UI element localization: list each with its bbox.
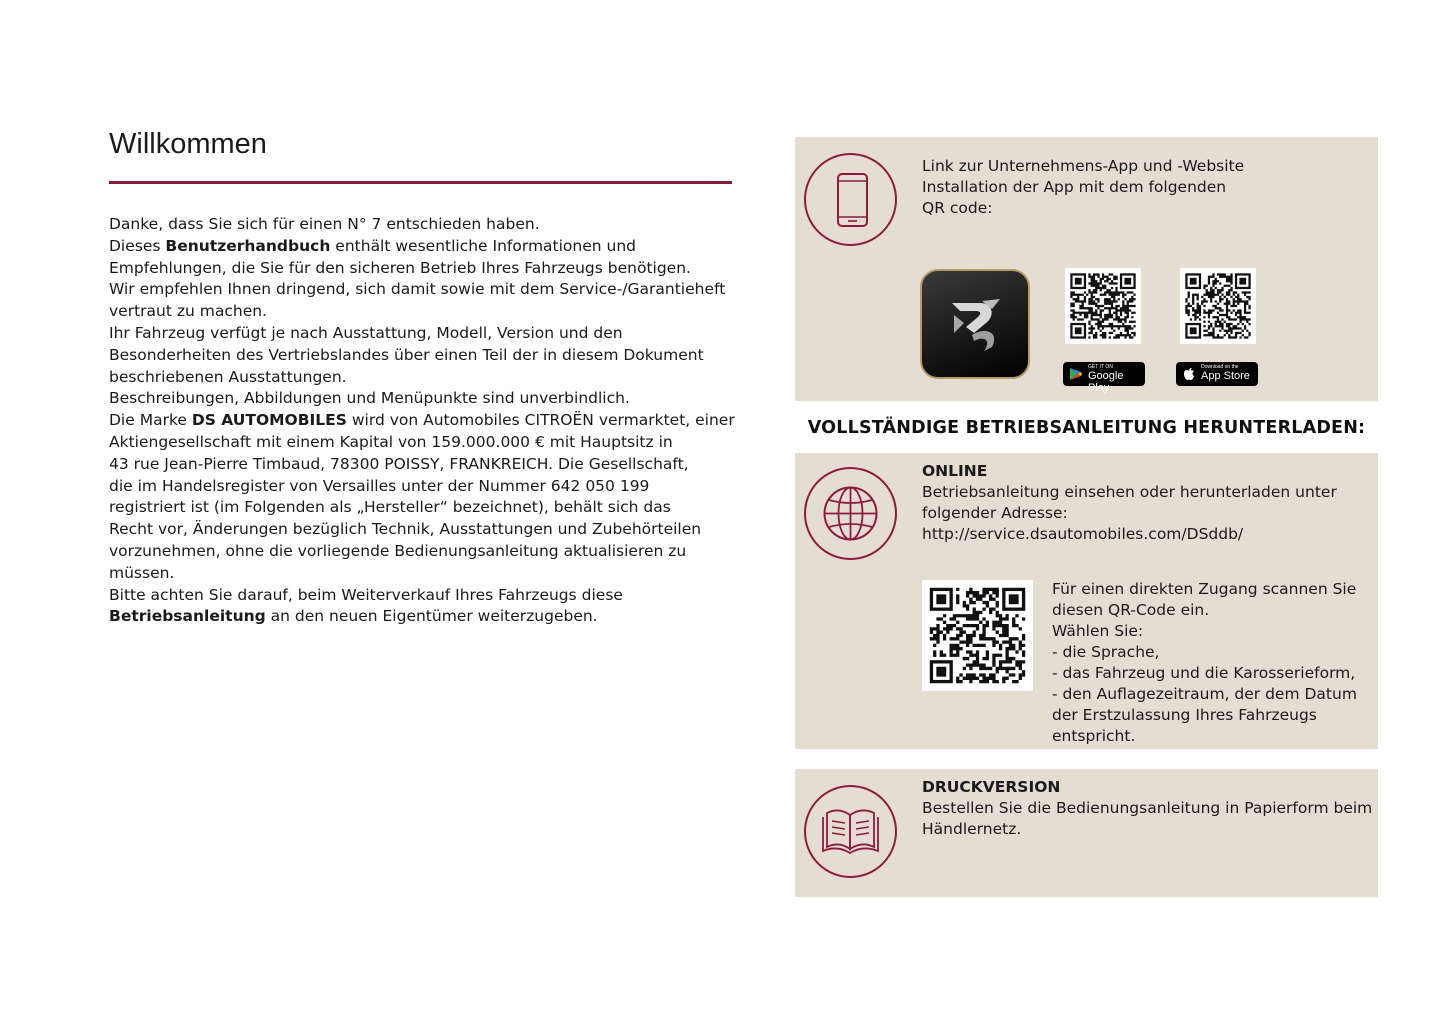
welcome-text [109,214,749,628]
welcome-line [109,563,749,585]
google-play-badge[interactable] [1063,362,1145,394]
welcome-bold-run: Betriebsanleitung [109,607,266,626]
welcome-line [109,410,749,432]
app-description [922,156,1244,219]
welcome-line [109,323,749,345]
welcome-text-run: müssen. [109,563,175,582]
welcome-line [109,497,749,519]
welcome-text-run: Besonderheiten des Vertriebslandes über einen Teil der in diesem Dokument [109,345,704,364]
welcome-line [109,214,749,236]
print-heading: DRUCKVERSION [922,778,1061,796]
welcome-text-run: vorzunehmen, ohne die vorliegende Bedienungsanleitung aktualisieren zu [109,541,687,560]
online-line-2: folgender Adresse: [922,504,1068,522]
welcome-text-run: Ihr Fahrzeug verfügt je nach Ausstattung, Modell, Version und den [109,323,623,342]
google-badge-big: Google Play [1088,370,1124,394]
smartphone-icon [804,153,897,246]
welcome-text-run: 43 rue Jean-Pierre Timbaud, 78300 POISSY, FRANKREICH. Die Gesellschaft, [109,454,689,473]
qr-line-4: - die Sprache, [1052,643,1160,661]
welcome-line [109,432,749,454]
welcome-line [109,519,749,541]
welcome-line [109,236,749,258]
book-icon [804,785,897,878]
google-badge-small: GET IT ON [1088,364,1113,370]
apple-icon [1182,367,1196,381]
app-panel [795,137,1378,401]
welcome-line [109,585,749,607]
welcome-line [109,388,749,410]
welcome-text-run: Beschreibungen, Abbildungen und Menüpunkte sind unverbindlich. [109,389,630,408]
welcome-text-run: wird von Automobiles CITROËN vermarktet, einer [346,411,735,430]
welcome-text-run: Die Marke [109,411,192,430]
online-panel [795,453,1378,749]
welcome-line [109,476,749,498]
welcome-line [109,454,749,476]
welcome-text-run: Bitte achten Sie darauf, beim Weiterverkauf Ihres Fahrzeugs diese [109,585,623,604]
welcome-line [109,541,749,563]
download-heading: VOLLSTÄNDIGE BETRIEBSANLEITUNG HERUNTERLADEN: [807,418,1366,438]
qr-instructions [1052,579,1372,747]
app-line-3: QR code: [922,199,993,217]
qr-line-3: Wählen Sie: [1052,622,1144,640]
app-store-badge[interactable] [1176,362,1258,386]
welcome-text-run: Dieses [109,236,166,255]
globe-icon [804,467,897,560]
page-title: Willkommen [109,128,267,160]
welcome-line [109,301,749,323]
welcome-text-run: Recht vor, Änderungen bezüglich Technik, Ausstattungen und Zubehörteilen [109,520,702,539]
welcome-text-run: die im Handelsregister von Versailles unter der Nummer 642 050 199 [109,476,650,495]
ds-app-icon[interactable] [920,269,1030,379]
print-description [922,777,1372,840]
qr-line-1: Für einen direkten Zugang scannen Sie [1052,580,1357,598]
online-line-1: Betriebsanleitung einsehen oder herunterladen unter [922,483,1337,501]
welcome-bold-run: DS AUTOMOBILES [191,411,347,430]
google-play-icon [1069,367,1083,381]
welcome-text-run: enthält wesentliche Informationen und [330,236,637,255]
welcome-text-run: Wir empfehlen Ihnen dringend, sich damit sowie mit dem Service-/Garantieheft [109,280,726,299]
welcome-line [109,606,749,628]
welcome-text-run: an den neuen Eigentümer weiterzugeben. [265,607,598,626]
print-panel [795,769,1378,897]
online-url-link[interactable]: http://service.dsautomobiles.com/DSddb/ [922,525,1244,543]
welcome-text-run: Danke, dass Sie sich für einen N° 7 entschieden haben. [109,215,540,233]
welcome-text-run: Empfehlungen, die Sie für den sicheren Betrieb Ihres Fahrzeugs benötigen. [109,258,691,277]
welcome-line [109,258,749,280]
qr-line-2: diesen QR-Code ein. [1052,601,1210,619]
welcome-bold-run: Benutzerhandbuch [165,236,331,255]
welcome-line [109,367,749,389]
title-divider [109,181,732,184]
online-heading: ONLINE [922,462,988,480]
welcome-line [109,345,749,367]
apple-badge-small: Download on the [1201,364,1239,370]
welcome-text-run: Aktiengesellschaft mit einem Kapital von 159.000.000 € mit Hauptsitz in [109,432,673,451]
app-line-2: Installation der App mit dem folgenden [922,178,1227,196]
qr-line-7: der Erstzulassung Ihres Fahrzeugs [1052,706,1317,724]
welcome-text-run: beschriebenen Ausstattungen. [109,367,347,386]
qr-line-8: entspricht. [1052,727,1136,745]
welcome-line [109,279,749,301]
app-store-qr-code [1180,268,1256,344]
google-play-qr-code [1065,268,1141,344]
welcome-text-run: vertraut zu machen. [109,302,267,321]
welcome-text-run: registriert ist (im Folgenden als „Hersteller“ bezeichnet), behält sich das [109,498,671,517]
online-description [922,461,1337,545]
apple-badge-big: App Store [1201,370,1250,382]
print-line-2: Händlernetz. [922,820,1022,838]
print-line-1: Bestellen Sie die Bedienungsanleitung in Papierform beim [922,799,1373,817]
qr-line-5: - das Fahrzeug und die Karosserieform, [1052,664,1356,682]
online-manual-qr-code [922,580,1033,691]
app-line-1: Link zur Unternehmens-App und -Website [922,157,1245,175]
qr-line-6: - den Auflagezeitraum, der dem Datum [1052,685,1357,703]
